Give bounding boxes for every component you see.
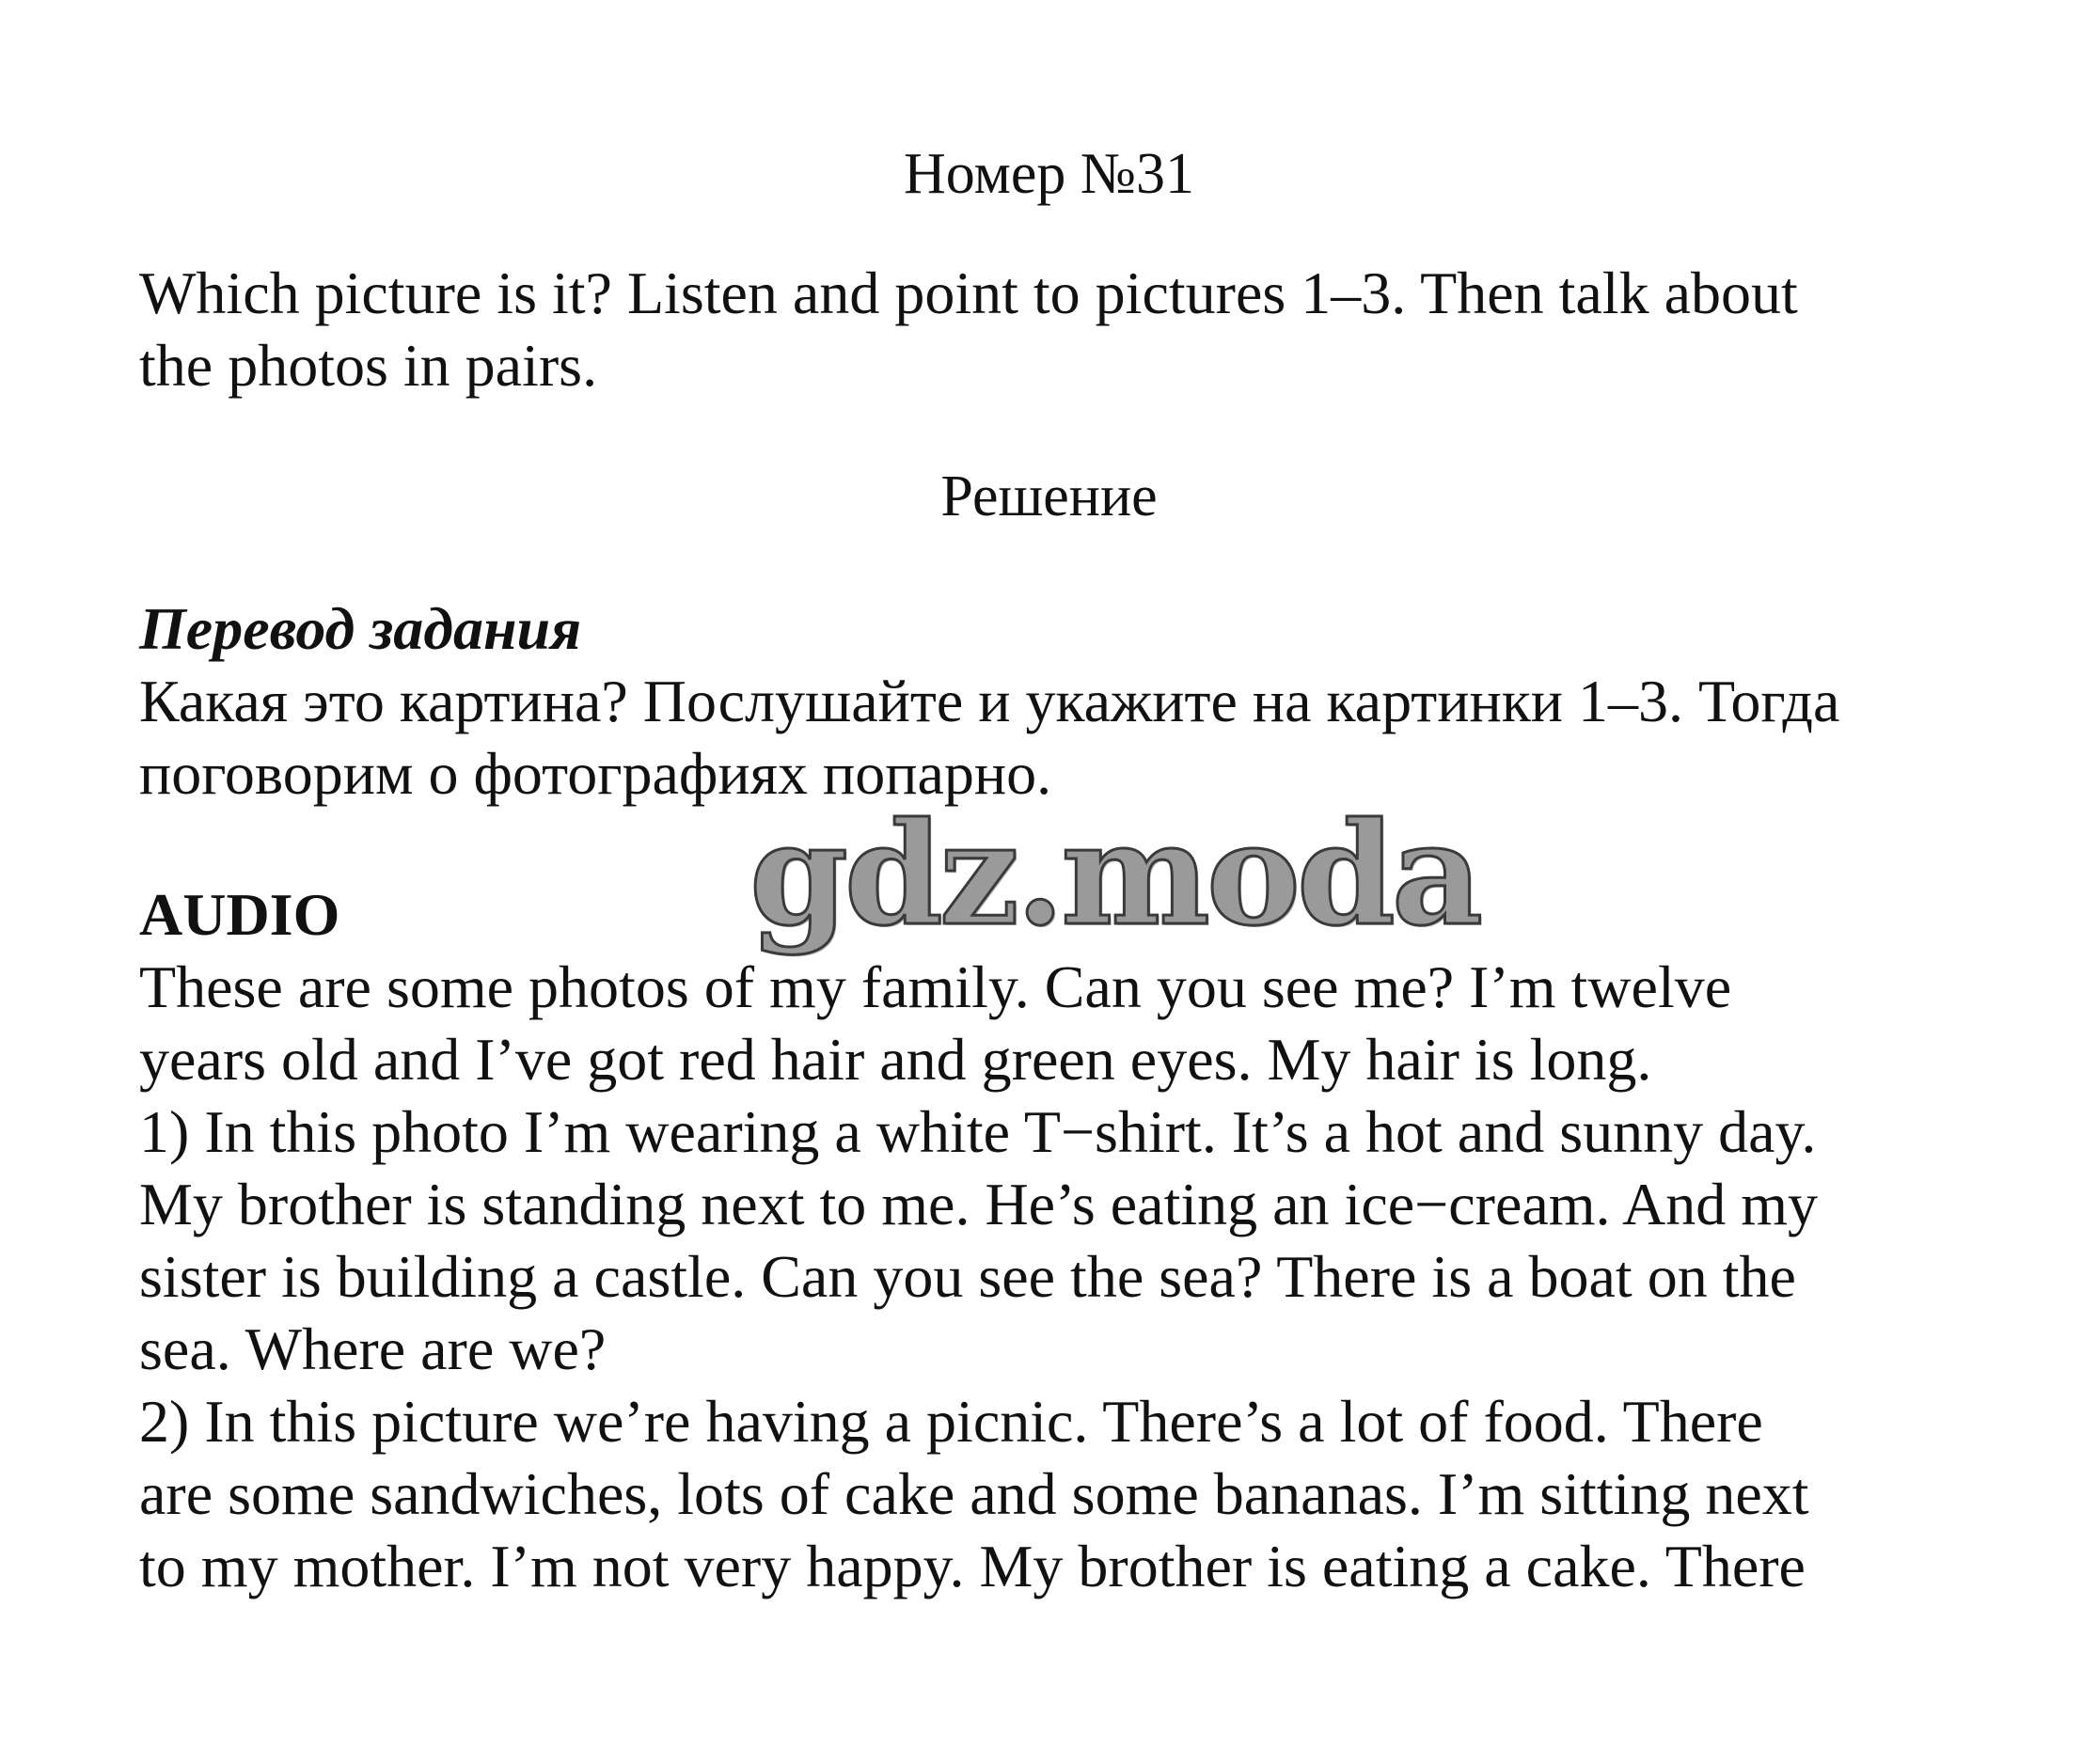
audio-section xyxy=(139,878,2020,1602)
audio-line: to my mother. I’m not very happy. My brother is eating a cake. There xyxy=(139,1533,1806,1599)
audio-title: AUDIO xyxy=(139,881,340,948)
translation-line: Какая это картина? Послушайте и укажите на картинки 1–3. Тогда xyxy=(139,668,1840,734)
audio-line: 1) In this photo I’m wearing a white T−shirt. It’s a hot and sunny day. xyxy=(139,1098,1817,1165)
audio-line: sister is building a castle. Can you see the sea? There is a boat on the xyxy=(139,1243,1796,1310)
translation-section xyxy=(139,592,2020,810)
audio-line: 2) In this picture we’re having a picnic. There’s a lot of food. There xyxy=(139,1388,1763,1455)
task-line: Which picture is it? Listen and point to pictures 1–3. Then talk about xyxy=(139,260,1798,326)
solution-title: Решение xyxy=(940,465,1158,528)
watermark-logo: gdz.moda xyxy=(749,792,1480,957)
audio-line: My brother is standing next to me. He’s eating an ice−cream. And my xyxy=(139,1171,1818,1237)
audio-line: These are some photos of my family. Can you see me? I’m twelve xyxy=(139,953,1732,1020)
task-line: the photos in pairs. xyxy=(139,332,598,399)
audio-line: sea. Where are we? xyxy=(139,1315,607,1382)
audio-line: are some sandwiches, lots of cake and some bananas. I’m sitting next xyxy=(139,1460,1809,1527)
task-text xyxy=(139,257,2020,402)
translation-line: поговорим о фотографиях попарно. xyxy=(139,740,1052,807)
translation-title: Перевод задания xyxy=(139,595,582,662)
exercise-number-title: Номер №31 xyxy=(903,142,1194,206)
audio-line: years old and I’ve got red hair and green eyes. My hair is long. xyxy=(139,1026,1652,1093)
